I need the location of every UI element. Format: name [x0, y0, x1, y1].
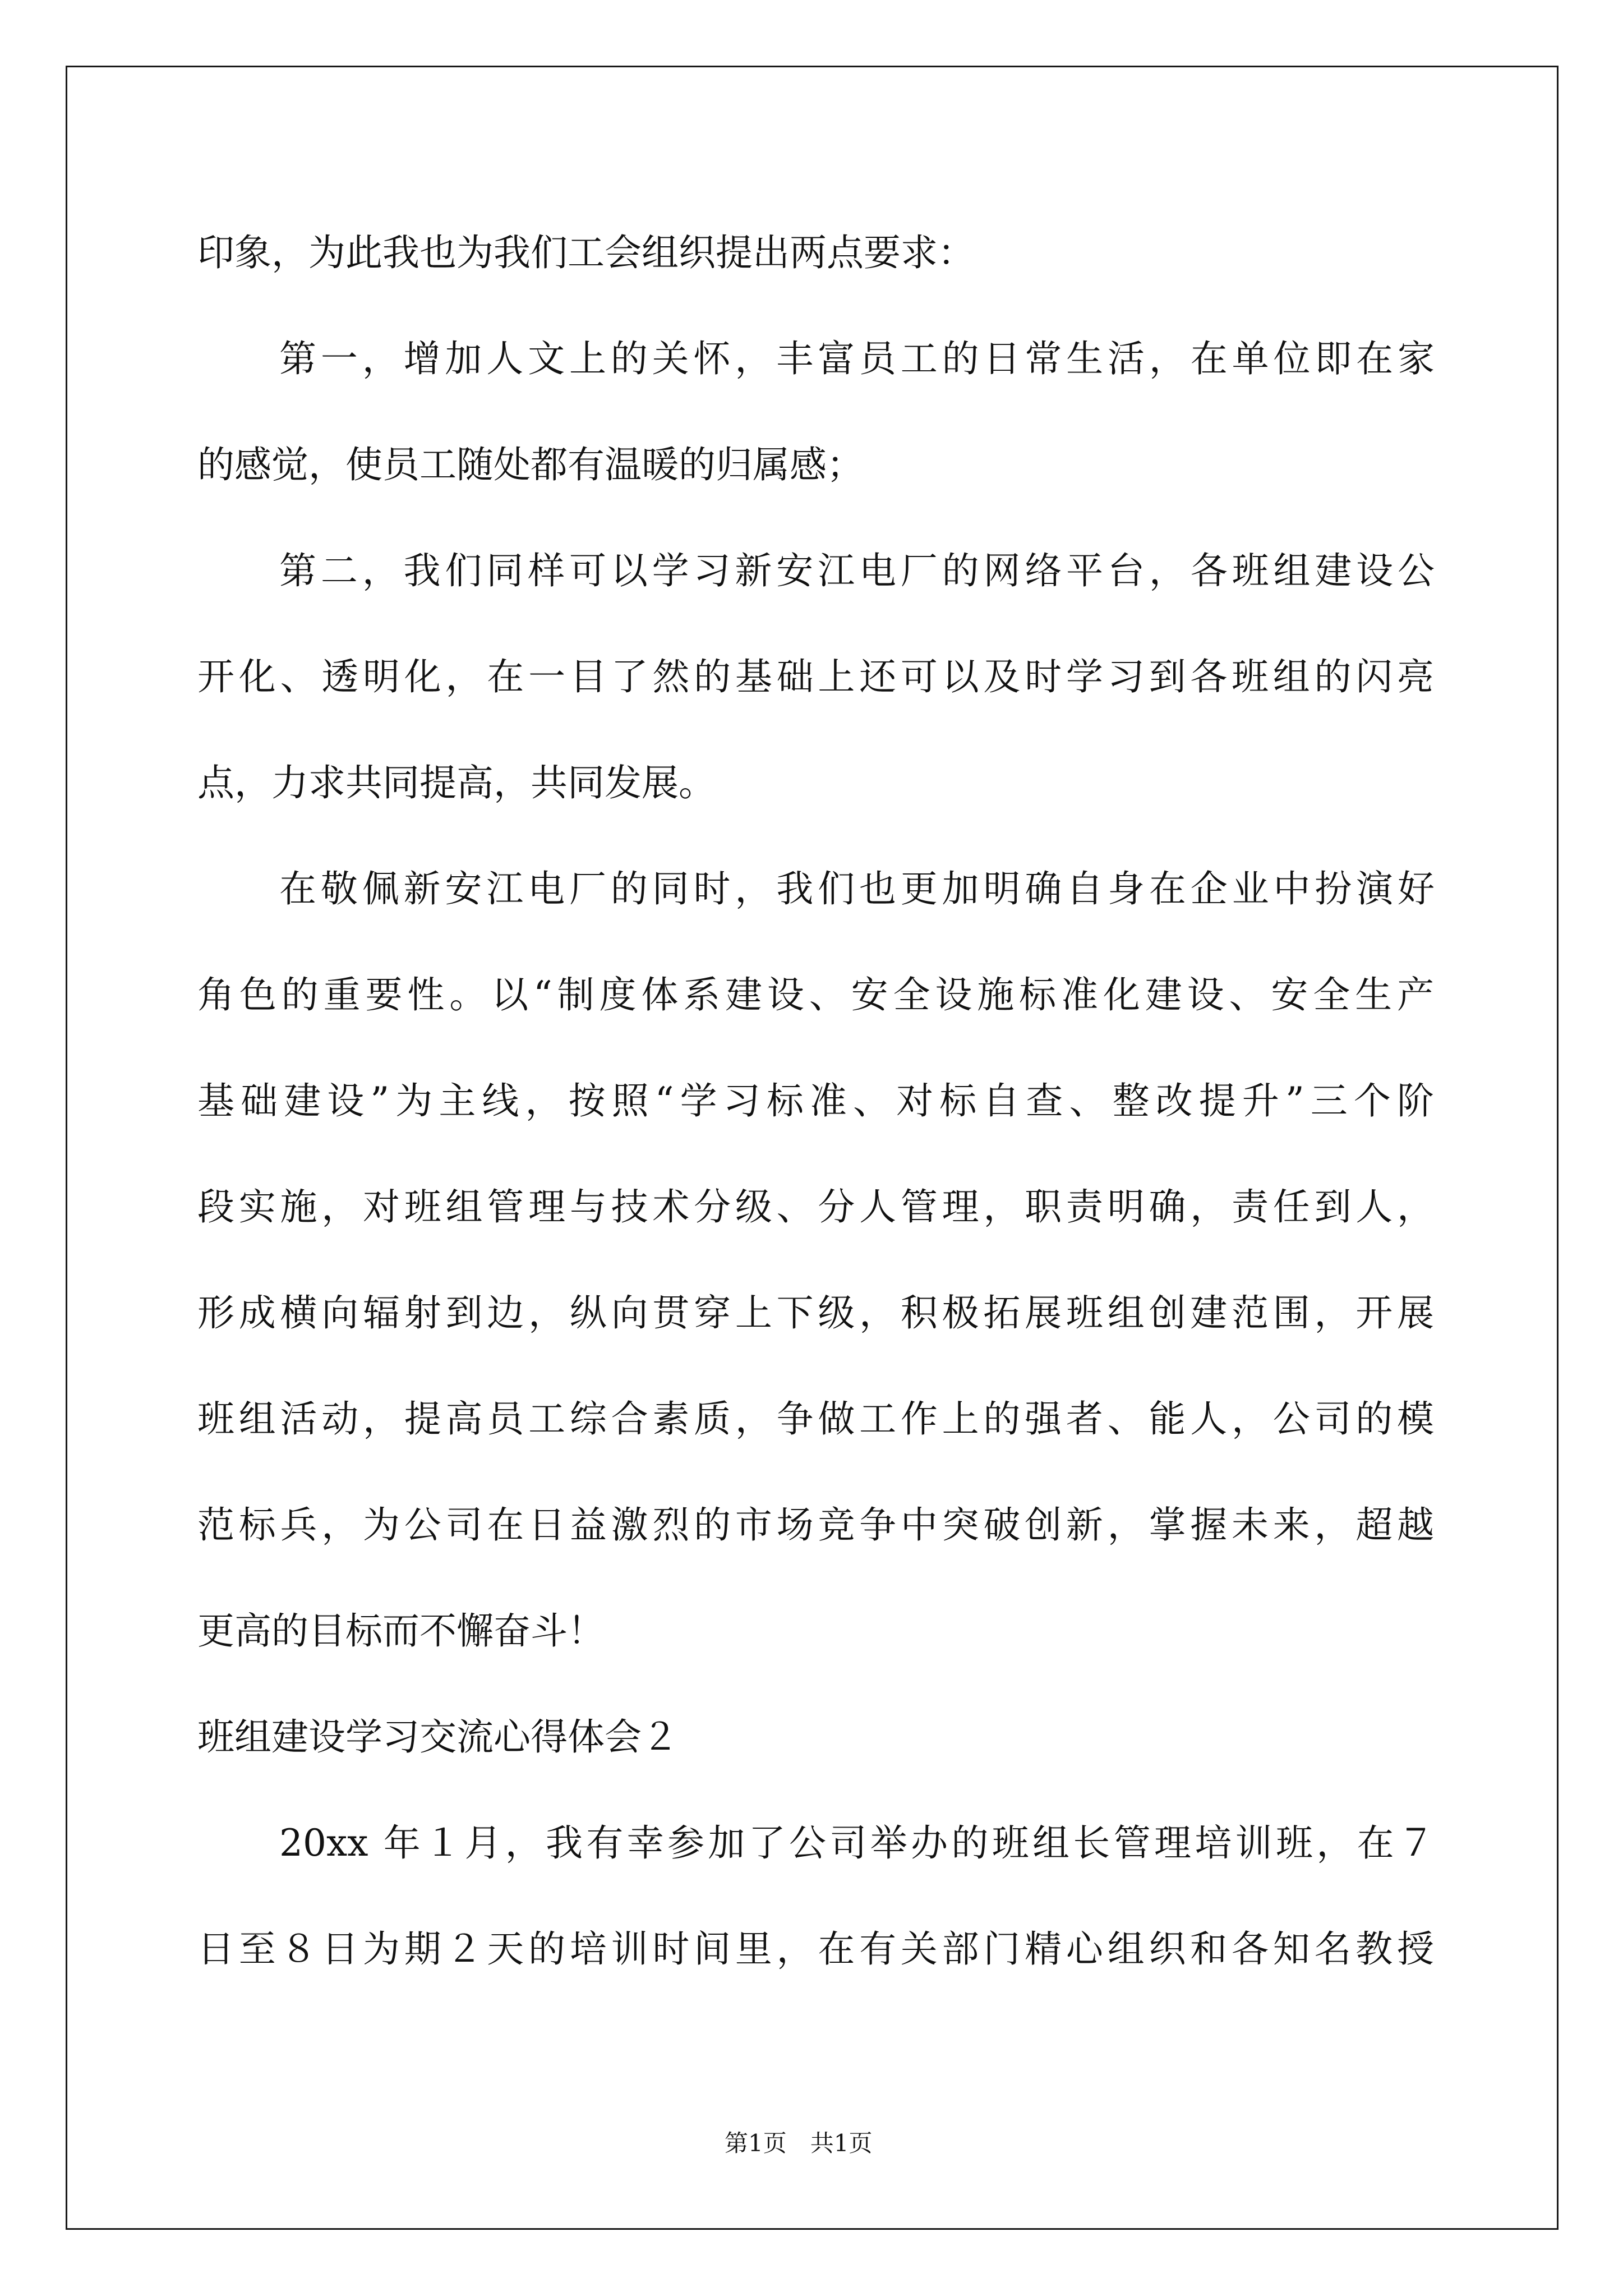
body-line: 段实施，对班组管理与技术分级、分人管理，职责明确，责任到人， [197, 1185, 1434, 1228]
paragraph-first-line: 在敬佩新安江电厂的同时，我们也更加明确自身在企业中扮演好 [279, 867, 1435, 910]
body-line: 角色的重要性。以“制度体系建设、安全设施标准化建设、安全生产 [197, 973, 1434, 1016]
paragraph-first-line: 第二，我们同样可以学习新安江电厂的网络平台，各班组建设公 [279, 549, 1435, 592]
page-border [66, 66, 1559, 2230]
section-heading: 班组建设学习交流心得体会２ [197, 1715, 679, 1759]
body-line: 印象，为此我也为我们工会组织提出两点要求： [197, 231, 975, 274]
body-line: 班组活动，提高员工综合素质，争做工作上的强者、能人，公司的模 [197, 1397, 1434, 1441]
body-line: 基础建设”为主线，按照“学习标准、对标自查、整改提升”三个阶 [197, 1079, 1434, 1122]
paragraph-first-line: 20xx 年１月，我有幸参加了公司举办的班组长管理培训班，在７ [279, 1821, 1435, 1865]
body-line: 更高的目标而不懈奋斗！ [197, 1609, 605, 1653]
paragraph-first-line: 第一，增加人文上的关怀，丰富员工的日常生活，在单位即在家 [279, 337, 1435, 380]
body-line: 开化、透明化，在一目了然的基础上还可以及时学习到各班组的闪亮 [197, 655, 1434, 698]
body-line: 点，力求共同提高，共同发展。 [197, 761, 716, 804]
body-line: 日至８日为期２天的培训时间里，在有关部门精心组织和各知名教授 [197, 1927, 1434, 1971]
page-number: 第1页 共1页 [725, 2129, 873, 2157]
body-line: 的感觉，使员工随处都有温暖的归属感； [197, 443, 864, 486]
body-line: 范标兵，为公司在日益激烈的市场竞争中突破创新，掌握未来，超越 [197, 1503, 1434, 1547]
body-line: 形成横向辐射到边，纵向贯穿上下级，积极拓展班组创建范围，开展 [197, 1291, 1434, 1335]
